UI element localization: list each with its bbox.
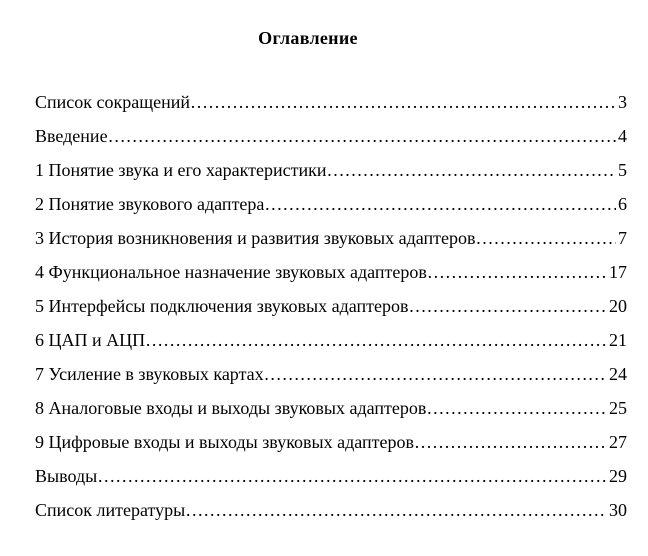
toc-entry[interactable] (35, 391, 627, 425)
dot-leader (185, 493, 607, 527)
toc-entry[interactable] (35, 289, 627, 323)
toc-entry-page-number: 29 (609, 466, 627, 486)
toc-entry-page-number: 27 (609, 432, 627, 452)
toc-entry[interactable] (35, 85, 627, 119)
toc-entry-label: 7 Усиление в звуковых картах (35, 364, 264, 384)
page-title: Оглавление (258, 28, 358, 48)
toc-entry[interactable] (35, 459, 627, 493)
toc-entry-page-number: 7 (618, 228, 627, 248)
dot-leader (476, 221, 616, 255)
dot-leader (97, 459, 607, 493)
toc-entry-page-number: 25 (609, 398, 627, 418)
toc-entry-page-number: 20 (609, 296, 627, 316)
toc-entry[interactable] (35, 187, 627, 221)
table-of-contents (35, 85, 627, 527)
dot-leader (108, 119, 616, 153)
toc-entry[interactable] (35, 357, 627, 391)
toc-entry-page-number: 6 (618, 194, 627, 214)
toc-entry-label: Список сокращений (35, 92, 190, 112)
toc-entry[interactable] (35, 425, 627, 459)
toc-entry-label: 2 Понятие звукового адаптера (35, 194, 265, 214)
dot-leader (426, 391, 607, 425)
toc-entry-label: 1 Понятие звука и его характеристики (35, 160, 327, 180)
toc-entry-page-number: 3 (618, 92, 627, 112)
toc-entry-label: Введение (35, 126, 108, 146)
toc-entry-page-number: 17 (609, 262, 627, 282)
toc-entry[interactable] (35, 119, 627, 153)
dot-leader (264, 187, 616, 221)
dot-leader (327, 153, 616, 187)
toc-entry-label: 9 Цифровые входы и выходы звуковых адаптеров (35, 432, 415, 452)
toc-entry[interactable] (35, 323, 627, 357)
dot-leader (190, 85, 616, 119)
dot-leader (414, 425, 607, 459)
toc-entry-page-number: 21 (609, 330, 627, 350)
dot-leader (409, 289, 607, 323)
toc-entry-label: 5 Интерфейсы подключения звуковых адаптеров (35, 296, 409, 316)
toc-entry[interactable] (35, 493, 627, 527)
toc-entry-label: Список литературы (35, 500, 186, 520)
toc-entry[interactable] (35, 153, 627, 187)
toc-entry-page-number: 24 (609, 364, 627, 384)
toc-entry-label: Выводы (35, 466, 98, 486)
toc-entry[interactable] (35, 221, 627, 255)
dot-leader (264, 357, 607, 391)
toc-entry-label: 8 Аналоговые входы и выходы звуковых адаптеров (35, 398, 427, 418)
dot-leader (145, 323, 607, 357)
toc-entry-label: 4 Функциональное назначение звуковых адаптеров (35, 262, 427, 282)
toc-entry-page-number: 5 (618, 160, 627, 180)
toc-entry-label: 3 История возникновения и развития звуковых адаптеров (35, 228, 476, 248)
toc-entry[interactable] (35, 255, 627, 289)
toc-entry-page-number: 30 (609, 500, 627, 520)
toc-entry-page-number: 4 (618, 126, 627, 146)
dot-leader (427, 255, 607, 289)
toc-entry-label: 6 ЦАП и АЦП (35, 330, 146, 350)
